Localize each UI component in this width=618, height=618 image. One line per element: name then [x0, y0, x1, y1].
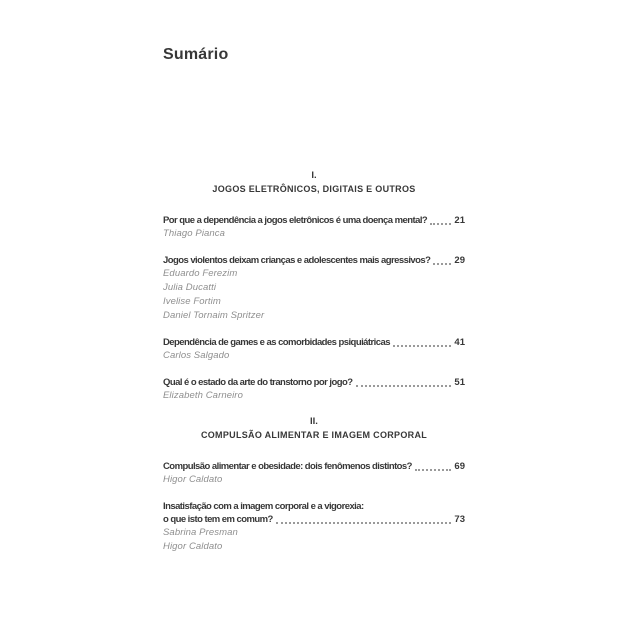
section-numeral: II.	[310, 416, 318, 427]
entry-title-row[interactable]	[163, 500, 465, 513]
entry-page-number: 51	[454, 377, 465, 388]
entry-title-row[interactable]	[163, 376, 465, 389]
entry-title-row[interactable]	[163, 254, 465, 267]
toc-entry[interactable]	[163, 376, 465, 403]
author-name: Carlos Salgado	[163, 350, 230, 361]
toc-section	[163, 171, 465, 403]
toc-sections	[163, 171, 465, 554]
entry-title-row[interactable]	[163, 214, 465, 227]
content-column	[163, 47, 465, 554]
toc-entry[interactable]	[163, 336, 465, 363]
author-name: Sabrina Presman	[163, 527, 238, 538]
toc-entry[interactable]	[163, 460, 465, 487]
entry-title: o que isto tem em comum?	[163, 514, 273, 525]
section-entries	[163, 460, 465, 554]
section-entries	[163, 214, 465, 403]
entry-page-number: 21	[454, 215, 465, 226]
dot-leader	[276, 522, 452, 524]
entry-title: Qual é o estado da arte do transtorno por jogo?	[163, 377, 353, 388]
toc-entry[interactable]	[163, 500, 465, 554]
entry-title-row[interactable]	[163, 513, 465, 526]
entry-page-number: 69	[454, 461, 465, 472]
author-name: Eduardo Ferezim	[163, 268, 238, 279]
toc-entry[interactable]	[163, 214, 465, 241]
entry-title: Compulsão alimentar e obesidade: dois fenômenos distintos?	[163, 461, 412, 472]
section-heading: COMPULSÃO ALIMENTAR E IMAGEM CORPORAL	[200, 430, 428, 440]
toc-section	[163, 417, 465, 554]
toc-entry[interactable]	[163, 254, 465, 323]
section-heading: JOGOS ELETRÔNICOS, DIGITAIS E OUTROS	[212, 184, 416, 194]
author-name: Thiago Pianca	[163, 228, 226, 239]
author-name: Julia Ducatti	[163, 282, 217, 293]
author-name: Higor Caldato	[163, 541, 223, 552]
entry-page-number: 73	[454, 514, 465, 525]
author-name: Higor Caldato	[163, 474, 223, 485]
entry-title: Jogos violentos deixam crianças e adolescentes mais agressivos?	[163, 255, 431, 266]
section-numeral: I.	[311, 170, 317, 181]
entry-page-number: 41	[454, 337, 465, 348]
author-name: Daniel Tornaim Spritzer	[163, 310, 265, 321]
entry-title: Por que a dependência a jogos eletrônicos é uma doença mental?	[163, 215, 428, 226]
entry-title: Dependência de games e as comorbidades psiquiátricas	[163, 337, 390, 348]
dot-leader	[356, 385, 452, 387]
author-name: Elizabeth Carneiro	[163, 390, 243, 401]
dot-leader	[393, 345, 451, 347]
entry-page-number: 29	[454, 255, 465, 266]
dot-leader	[415, 469, 452, 471]
page-title: Sumário	[163, 46, 229, 63]
dot-leader	[430, 223, 451, 225]
entry-title-row[interactable]	[163, 336, 465, 349]
author-name: Ivelise Fortim	[163, 296, 221, 307]
dot-leader	[433, 263, 451, 265]
entry-title: Insatisfação com a imagem corporal e a vigorexia:	[163, 501, 364, 512]
entry-title-row[interactable]	[163, 460, 465, 473]
